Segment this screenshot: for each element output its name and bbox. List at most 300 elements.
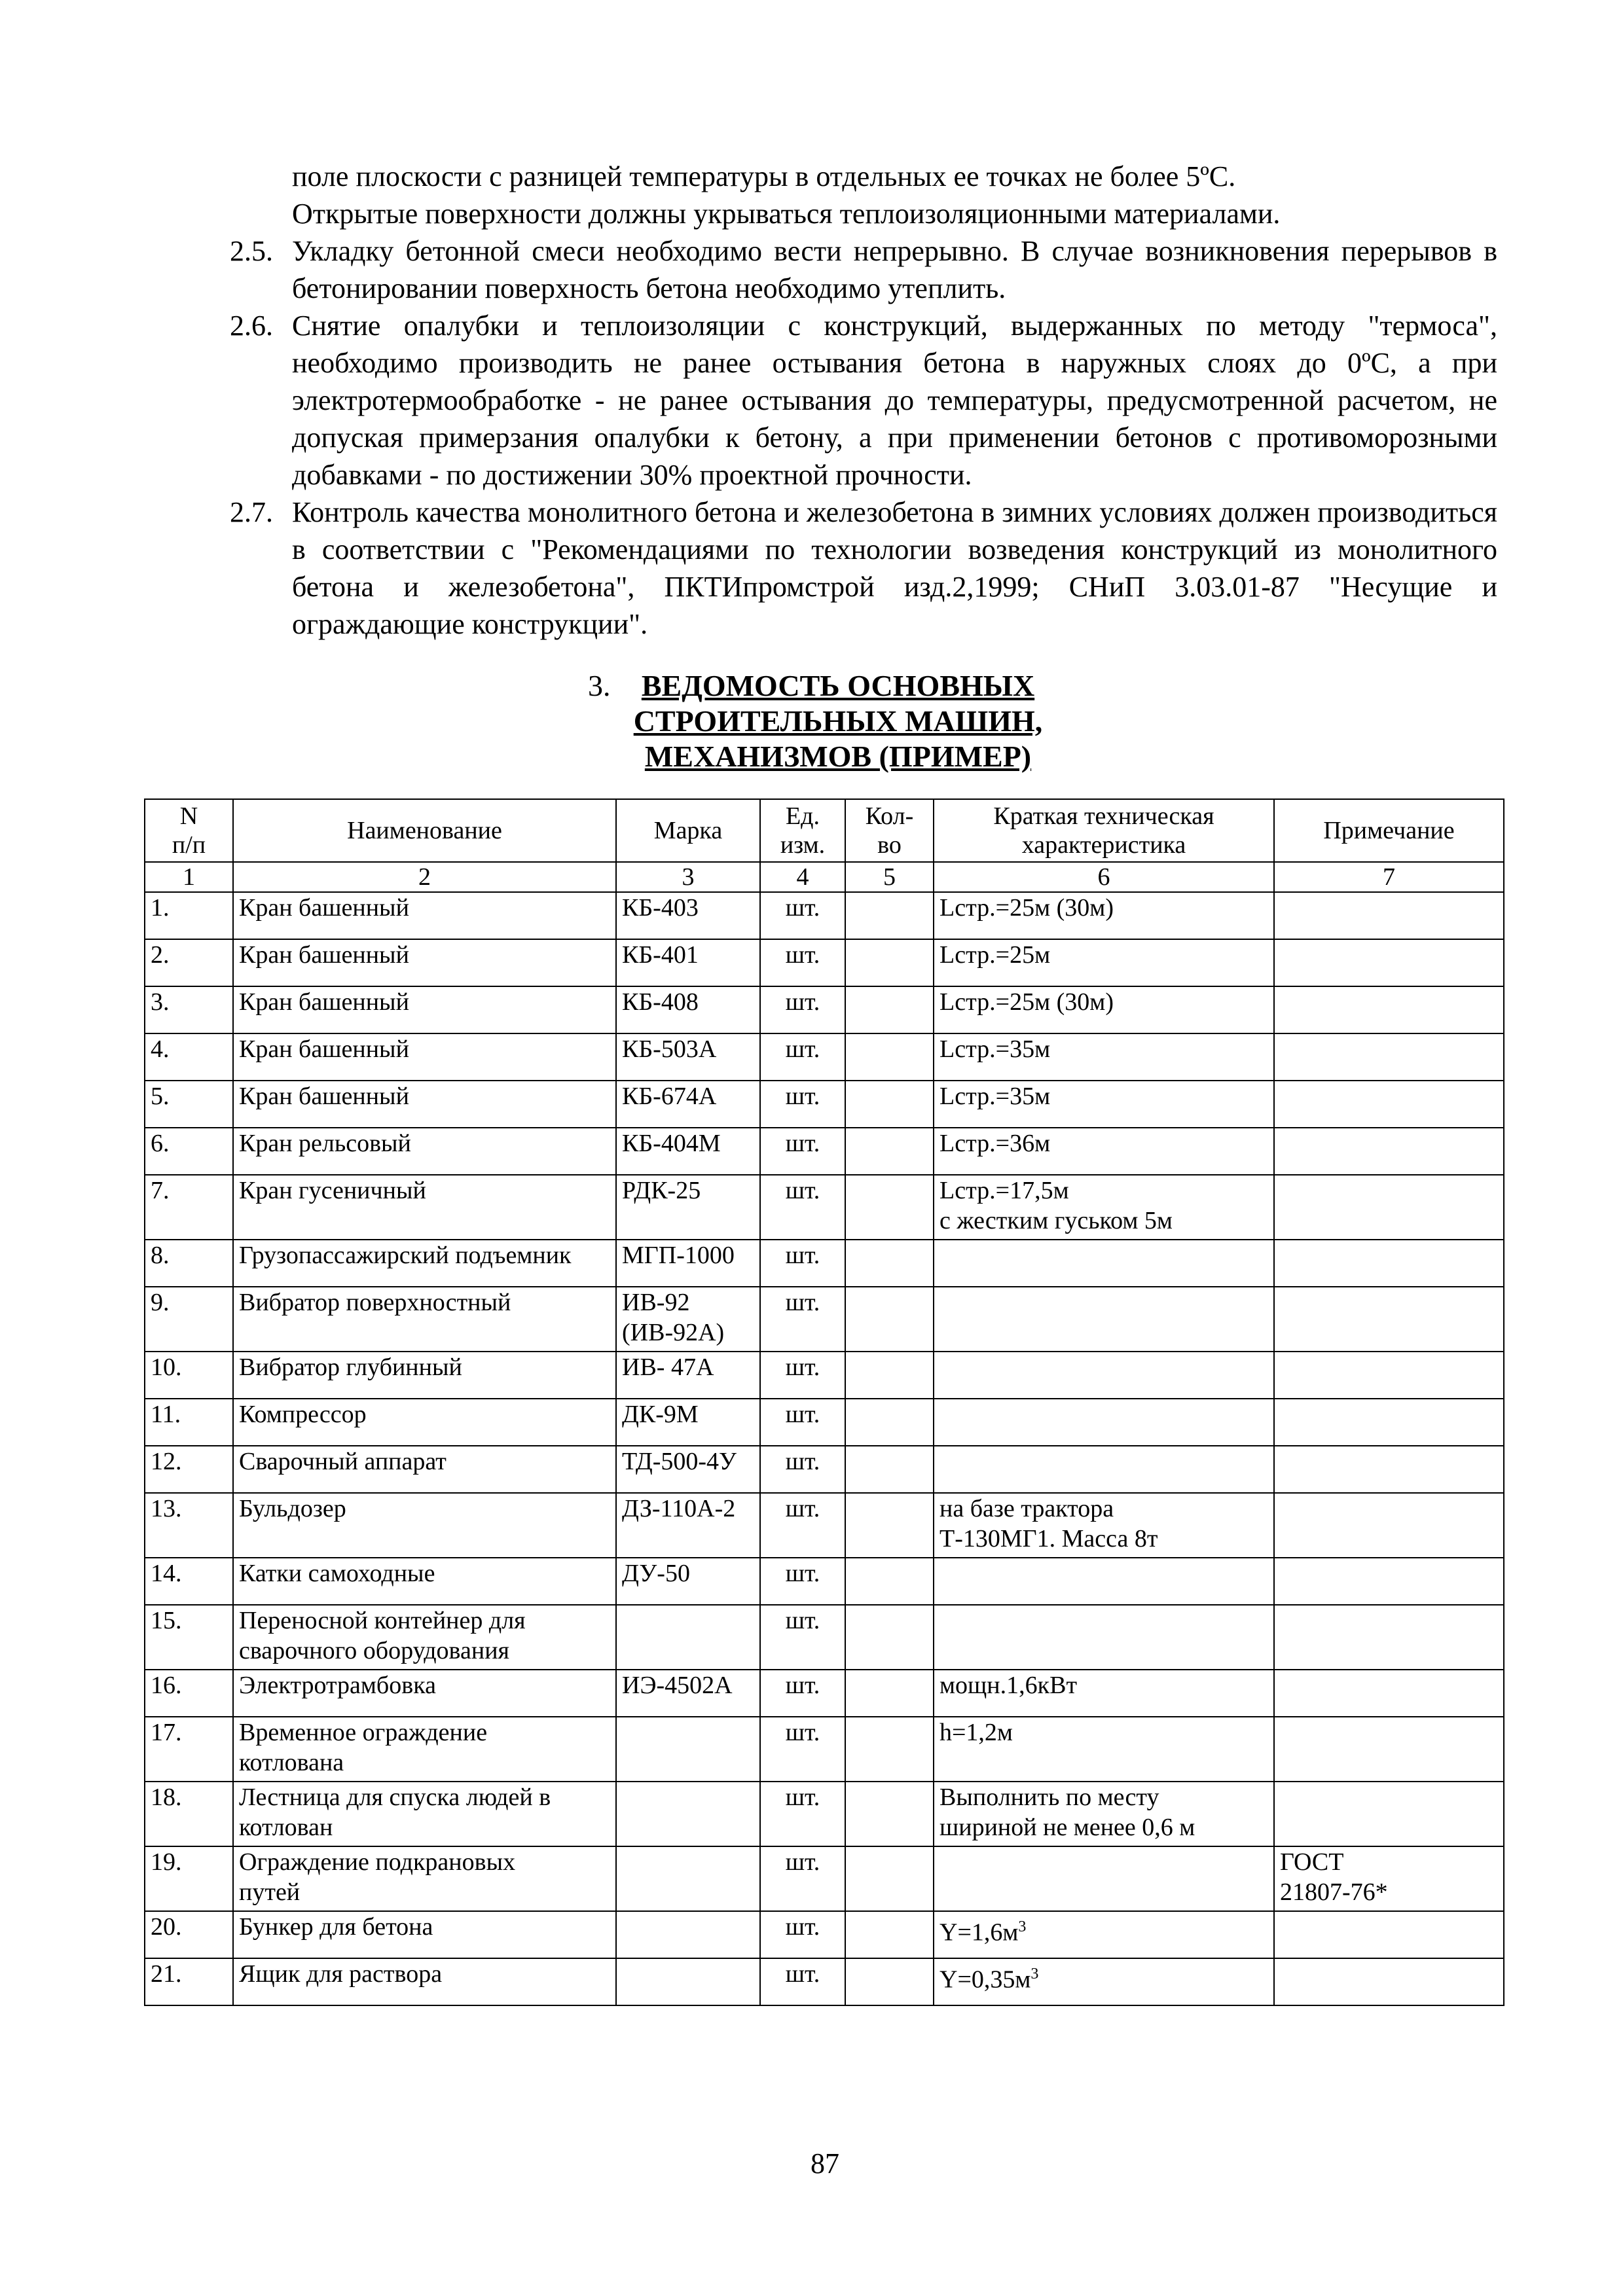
superscript: 3 [1018,1918,1027,1935]
column-number: 5 [845,862,934,892]
cell-unit [760,1911,845,1958]
cell-name-text-line-2: котлована [239,1749,344,1776]
cell-spec [934,1352,1274,1399]
cell-name [233,1493,616,1558]
table-row [145,1128,1504,1175]
cell-note [1274,939,1504,986]
cell-note [1274,1605,1504,1670]
cell-brand [616,1670,760,1717]
cell-brand-text: ИВ- 47А [622,1354,714,1381]
cell-unit-text: шт. [785,1960,820,1988]
cell-name [233,1128,616,1175]
cell-note-text-line-2: 21807-76* [1280,1878,1388,1906]
cell-unit [760,939,845,986]
cell-name [233,1911,616,1958]
cell-note [1274,1033,1504,1081]
cell-name-text: Временное ограждение [239,1719,488,1746]
cell-name [233,1446,616,1493]
table-row [145,986,1504,1033]
cell-number [145,1958,233,2005]
cell-name-text-line-2: сварочного оборудования [239,1637,510,1664]
cell-number-text: 4. [151,1035,170,1063]
cell-spec [934,1399,1274,1446]
cell-number [145,1558,233,1605]
cell-brand-text: ДУ-50 [622,1560,690,1587]
cell-brand-text: КБ-674А [622,1083,717,1110]
cell-note [1274,986,1504,1033]
cell-unit-text: шт. [785,894,820,922]
cell-number-text: 2. [151,941,170,969]
cell-number [145,1240,233,1287]
table-row [145,1670,1504,1717]
cell-quantity [845,1399,934,1446]
cell-spec [934,1240,1274,1287]
cell-spec-text-line-2: шириной не менее 0,6 м [939,1814,1195,1841]
cell-quantity [845,1240,934,1287]
header-qty-line-1: Кол- [865,802,914,830]
header-num [145,799,233,862]
cell-brand [616,1558,760,1605]
cell-unit [760,1846,845,1911]
cell-note [1274,1352,1504,1399]
cell-number [145,1081,233,1128]
cell-brand-text: ДК-9М [622,1401,699,1428]
cell-number-text: 15. [151,1607,182,1634]
table-row [145,939,1504,986]
cell-name-text: Вибратор поверхностный [239,1289,511,1316]
cell-number [145,939,233,986]
table-row [145,1033,1504,1081]
column-number: 7 [1274,862,1504,892]
section-heading [511,668,1165,774]
paragraph-text: Контроль качества монолитного бетона и железобетона в зимних условиях должен производиться в соответствии с "Рекомендациями по технологии возведения конструкций из монолитного бетона и железобетона", ПКТИпромстрой изд.2,1999; СНиП 3.03.01-87 "Несущие и ограждающие конструкции". [292,496,1497,640]
continuation-line-2: Открытые поверхности должны укрываться теплоизоляционными материалами. [292,198,1281,230]
cell-spec [934,1911,1274,1958]
cell-name-text: Кран башенный [239,1083,409,1110]
cell-spec [934,1717,1274,1782]
cell-spec [934,1670,1274,1717]
cell-name [233,1670,616,1717]
cell-quantity [845,1911,934,1958]
cell-name-text: Переносной контейнер для [239,1607,526,1634]
cell-unit-text: шт. [785,1560,820,1587]
cell-quantity [845,1175,934,1240]
cell-quantity [845,1352,934,1399]
cell-number-text: 12. [151,1448,182,1475]
cell-note [1274,1911,1504,1958]
cell-number [145,892,233,939]
cell-quantity [845,1493,934,1558]
table-row [145,1081,1504,1128]
cell-number [145,1717,233,1782]
cell-number-text: 18. [151,1784,182,1811]
column-number: 1 [145,862,233,892]
cell-number-text: 19. [151,1848,182,1876]
cell-quantity [845,986,934,1033]
cell-spec-text: на базе трактора [939,1495,1114,1522]
cell-quantity [845,1128,934,1175]
cell-brand-text: КБ-404М [622,1130,721,1157]
cell-spec [934,1493,1274,1558]
cell-number-text: 6. [151,1130,170,1157]
cell-name-text: Кран башенный [239,894,409,922]
cell-note [1274,1782,1504,1846]
continuation-paragraph [292,158,1494,232]
cell-name-text: Кран башенный [239,988,409,1016]
cell-name [233,1081,616,1128]
cell-note [1274,1846,1504,1911]
table-row [145,1287,1504,1352]
cell-number-text: 13. [151,1495,182,1522]
cell-unit [760,1446,845,1493]
cell-quantity [845,1782,934,1846]
cell-unit [760,1352,845,1399]
paragraph-text: Снятие опалубки и теплоизоляции с конструкций, выдержанных по методу "термоса", необходимо производить не ранее остывания бетона в наружных слоях до 0ºС, а при электротермообработке - не ранее остывания до температуры, предусмотренной расчетом, не допуская примерзания опалубки к бетону, а при применении бетонов с противоморозными добавками - по достижении 30% проектной прочности. [292,310,1497,491]
cell-quantity [845,1670,934,1717]
cell-brand-text: КБ-401 [622,941,699,969]
cell-quantity [845,939,934,986]
cell-unit [760,1958,845,2005]
equipment-table [144,798,1504,2006]
cell-name [233,939,616,986]
cell-unit [760,1717,845,1782]
cell-unit [760,986,845,1033]
cell-number [145,1399,233,1446]
cell-note-text: ГОСТ [1280,1848,1344,1876]
cell-number [145,1175,233,1240]
table-row [145,1911,1504,1958]
cell-spec [934,1287,1274,1352]
cell-unit [760,1558,845,1605]
table-row [145,1605,1504,1670]
cell-brand [616,1493,760,1558]
cell-spec-text: Lстр.=25м (30м) [939,988,1114,1016]
table-row [145,1240,1504,1287]
cell-quantity [845,1605,934,1670]
cell-spec-text: мощн.1,6кВт [939,1672,1078,1699]
cell-brand [616,1033,760,1081]
header-note: Примечание [1274,799,1504,862]
header-unit-line-1: Ед. [785,802,820,830]
cell-number [145,986,233,1033]
section-title-line-1: ВЕДОМОСТЬ ОСНОВНЫХ [641,669,1035,702]
cell-brand [616,1128,760,1175]
cell-name [233,986,616,1033]
cell-name-text: Кран гусеничный [239,1177,426,1204]
cell-unit-text: шт. [785,941,820,969]
header-spec [934,799,1274,862]
cell-name-text: Кран башенный [239,1035,409,1063]
cell-brand [616,1846,760,1911]
cell-note [1274,1240,1504,1287]
cell-note [1274,1958,1504,2005]
paragraph-number: 2.6. [230,310,273,342]
cell-number [145,1352,233,1399]
cell-number-text: 21. [151,1960,182,1988]
cell-note [1274,1558,1504,1605]
cell-unit [760,1287,845,1352]
section-number: 3. [588,669,611,702]
cell-spec [934,1081,1274,1128]
cell-spec-text: Lстр.=35м [939,1035,1051,1063]
cell-quantity [845,1958,934,2005]
cell-brand [616,1399,760,1446]
cell-number-text: 5. [151,1083,170,1110]
cell-name-text: Кран рельсовый [239,1130,411,1157]
cell-brand [616,1240,760,1287]
table-header-row [145,799,1504,862]
cell-quantity [845,1287,934,1352]
cell-brand [616,1081,760,1128]
cell-name [233,1605,616,1670]
cell-number-text: 16. [151,1672,182,1699]
cell-quantity [845,1846,934,1911]
cell-spec [934,986,1274,1033]
cell-spec-text: Lстр.=25м (30м) [939,894,1114,922]
cell-unit-text: шт. [785,1354,820,1381]
cell-note [1274,1287,1504,1352]
cell-brand [616,1352,760,1399]
header-brand: Марка [616,799,760,862]
cell-brand-text: КБ-403 [622,894,699,922]
cell-note [1274,1399,1504,1446]
cell-number [145,1782,233,1846]
cell-note [1274,1493,1504,1558]
cell-number-text: 11. [151,1401,181,1428]
page-number: 87 [811,2147,839,2179]
cell-spec-text-line-2: с жестким гуськом 5м [939,1207,1173,1234]
cell-unit [760,1670,845,1717]
cell-note [1274,1128,1504,1175]
cell-name [233,1287,616,1352]
column-number: 2 [233,862,616,892]
cell-unit-text: шт. [785,1035,820,1063]
cell-name-text: Лестница для спуска людей в [239,1784,551,1811]
cell-note [1274,1717,1504,1782]
paragraph-text: Укладку бетонной смеси необходимо вести непрерывно. В случае возникновения перерывов в бетонировании поверхность бетона необходимо утеплить. [292,235,1497,304]
table-row [145,1493,1504,1558]
cell-note [1274,1081,1504,1128]
cell-spec [934,1175,1274,1240]
cell-spec-text-line-2: Т-130МГ1. Масса 8т [939,1525,1158,1552]
cell-name-text: Грузопассажирский подъемник [239,1242,572,1269]
cell-brand-text: ИВ-92 [622,1289,690,1316]
cell-unit-text: шт. [785,1848,820,1876]
cell-brand-text: ИЭ-4502А [622,1672,733,1699]
cell-unit [760,1175,845,1240]
cell-note [1274,1446,1504,1493]
cell-unit-text: шт. [785,1607,820,1634]
cell-number-text: 7. [151,1177,170,1204]
cell-unit [760,1128,845,1175]
cell-brand-text-line-2: (ИВ-92А) [622,1319,725,1346]
cell-brand-text: МГП-1000 [622,1242,735,1269]
cell-brand [616,1911,760,1958]
cell-brand-text: КБ-408 [622,988,699,1016]
cell-name-text-line-2: путей [239,1878,301,1906]
cell-number-text: 8. [151,1242,170,1269]
cell-number-text: 17. [151,1719,182,1746]
table-row [145,892,1504,939]
cell-brand [616,1446,760,1493]
cell-unit-text: шт. [785,1719,820,1746]
cell-name [233,1717,616,1782]
cell-brand [616,1287,760,1352]
section-title-line-2: СТРОИТЕЛЬНЫХ МАШИН, [633,704,1043,738]
cell-number-text: 20. [151,1913,182,1941]
cell-spec [934,892,1274,939]
table-row [145,1958,1504,2005]
cell-brand-text: ДЗ-110А-2 [622,1495,736,1522]
cell-unit-text: шт. [785,1913,820,1941]
cell-unit [760,1081,845,1128]
cell-unit [760,1240,845,1287]
cell-brand [616,1175,760,1240]
cell-unit-text: шт. [785,1401,820,1428]
cell-spec-text: Lстр.=36м [939,1130,1051,1157]
cell-brand [616,986,760,1033]
header-num-line-2: п/п [172,831,206,859]
cell-number [145,1033,233,1081]
cell-number [145,1911,233,1958]
cell-note [1274,1670,1504,1717]
cell-quantity [845,1033,934,1081]
cell-unit-text: шт. [785,1242,820,1269]
continuation-line-1: поле плоскости с разницей температуры в отдельных ее точках не более 5ºС. [292,160,1236,192]
cell-brand-text: РДК-25 [622,1177,701,1204]
cell-name [233,1175,616,1240]
cell-unit-text: шт. [785,1083,820,1110]
header-spec-line-1: Краткая техническая [993,802,1214,830]
cell-name [233,1352,616,1399]
cell-brand-text: ТД-500-4У [622,1448,737,1475]
cell-brand-text: КБ-503А [622,1035,717,1063]
table-row [145,1175,1504,1240]
cell-number [145,1493,233,1558]
cell-brand [616,939,760,986]
table-row [145,1446,1504,1493]
column-number: 3 [616,862,760,892]
table-row [145,1352,1504,1399]
cell-unit-text: шт. [785,1672,820,1699]
cell-unit-text: шт. [785,1177,820,1204]
cell-spec [934,1446,1274,1493]
cell-name-text-line-2: котлован [239,1814,333,1841]
cell-name-text: Компрессор [239,1401,367,1428]
column-number: 6 [934,862,1274,892]
column-number: 4 [760,862,845,892]
paragraph-number: 2.5. [230,235,273,267]
header-spec-line-2: характеристика [1021,831,1186,859]
superscript: 3 [1030,1965,1039,1982]
cell-spec-text: Y=0,35м [939,1965,1031,1994]
cell-number [145,1287,233,1352]
cell-brand [616,1717,760,1782]
cell-name [233,1958,616,2005]
cell-name-text: Сварочный аппарат [239,1448,447,1475]
cell-spec [934,1846,1274,1911]
cell-spec [934,1128,1274,1175]
cell-quantity [845,1558,934,1605]
cell-unit-text: шт. [785,988,820,1016]
cell-spec-text: Lстр.=25м [939,941,1051,969]
cell-name-text: Ящик для раствора [239,1960,443,1988]
column-number-row [145,862,1504,892]
table-row [145,1558,1504,1605]
table-row [145,1782,1504,1846]
cell-number-text: 3. [151,988,170,1016]
cell-brand [616,1958,760,2005]
cell-unit-text: шт. [785,1495,820,1522]
cell-spec [934,1558,1274,1605]
cell-name-text: Катки самоходные [239,1560,435,1587]
cell-name [233,1782,616,1846]
header-name: Наименование [233,799,616,862]
cell-brand [616,892,760,939]
cell-unit [760,1782,845,1846]
cell-name [233,1558,616,1605]
cell-number [145,1605,233,1670]
cell-unit [760,1605,845,1670]
cell-unit-text: шт. [785,1289,820,1316]
cell-brand [616,1782,760,1846]
cell-number [145,1670,233,1717]
cell-name-text: Бульдозер [239,1495,346,1522]
cell-unit [760,1493,845,1558]
cell-spec [934,1782,1274,1846]
section-title-line-3: МЕХАНИЗМОВ (ПРИМЕР) [644,740,1032,773]
header-qty [845,799,934,862]
table-row [145,1846,1504,1911]
cell-name-text: Электротрамбовка [239,1672,436,1699]
cell-name [233,1033,616,1081]
header-unit [760,799,845,862]
cell-spec-text: Выполнить по месту [939,1784,1159,1811]
cell-quantity [845,1081,934,1128]
cell-number-text: 10. [151,1354,182,1381]
paragraph-number: 2.7. [230,496,273,528]
cell-unit [760,1033,845,1081]
cell-quantity [845,1446,934,1493]
cell-name [233,1240,616,1287]
cell-spec-text: Y=1,6м [939,1918,1019,1946]
cell-name-text: Бункер для бетона [239,1913,433,1941]
cell-unit [760,892,845,939]
cell-unit [760,1399,845,1446]
table-body [145,892,1504,2005]
cell-brand [616,1605,760,1670]
cell-name-text: Кран башенный [239,941,409,969]
cell-spec [934,939,1274,986]
cell-quantity [845,1717,934,1782]
cell-name [233,1846,616,1911]
cell-number [145,1128,233,1175]
cell-spec-text: Lстр.=17,5м [939,1177,1069,1204]
cell-unit-text: шт. [785,1784,820,1811]
cell-spec-text: h=1,2м [939,1719,1013,1746]
cell-unit-text: шт. [785,1130,820,1157]
cell-note [1274,892,1504,939]
header-qty-line-2: во [877,831,902,859]
cell-note [1274,1175,1504,1240]
cell-name [233,1399,616,1446]
cell-spec [934,1605,1274,1670]
cell-number-text: 9. [151,1289,170,1316]
table-row [145,1717,1504,1782]
cell-spec-text: Lстр.=35м [939,1083,1051,1110]
table-row [145,1399,1504,1446]
cell-name [233,892,616,939]
